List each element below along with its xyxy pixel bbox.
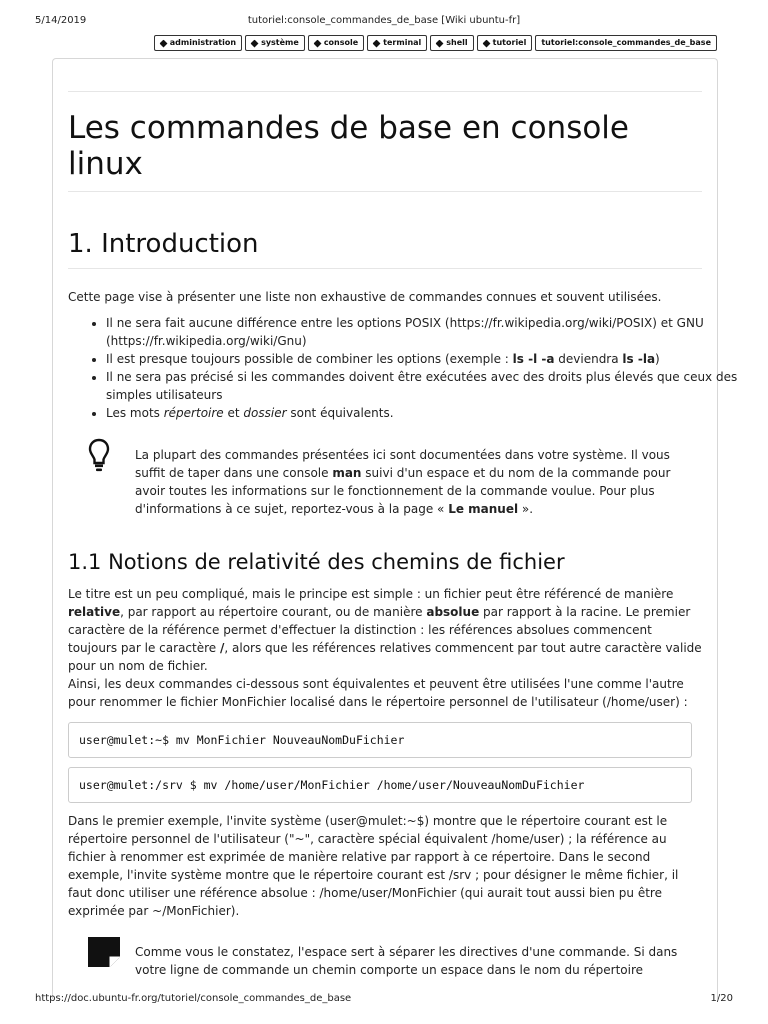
tag-console[interactable]: console	[308, 35, 364, 51]
tag-icon	[251, 39, 259, 47]
relativity-paragraph: Le titre est un peu compliqué, mais le principe est simple : un fichier peut être référencé de manière relative, par rapport au répertoire courant, ou de manière absolue par rapport à la racine. Le premier caractère de la référence permet d'effectuer la distinction : les références absolues commencent toujours par le caractère /, alors que les références relatives commencent par tout autre caractère valide pour un nom de fichier. Ainsi, les deux commandes ci-dessous sont équivalentes et peuvent être utilisées l'une comme l'autre pour renommer le fichier MonFichier localisé dans le répertoire personnel de l'utilisateur (/home/user) :	[68, 587, 702, 709]
divider	[68, 268, 702, 269]
tag-list	[154, 35, 717, 51]
tag-tutoriel[interactable]: tutoriel	[477, 35, 533, 51]
tag-systeme[interactable]: système	[245, 35, 305, 51]
list-item: • Il ne sera fait aucune différence entre les options POSIX (https://fr.wikipedia.org/wiki/POSIX) et GNU (https://fr.wikipedia.org/wiki/Gnu)	[106, 314, 740, 350]
code-block-absolute: user@mulet:/srv $ mv /home/user/MonFichier /home/user/NouveauNomDuFichier	[68, 767, 692, 803]
tag-icon	[159, 39, 167, 47]
list-item: • Les mots répertoire et dossier sont équivalents.	[106, 404, 740, 422]
page-title: Les commandes de base en console linux	[68, 110, 629, 182]
page-number: 1/20	[710, 993, 733, 1004]
tag-icon	[436, 39, 444, 47]
explanation-paragraph: Dans le premier exemple, l'invite système (user@mulet:~$) montre que le répertoire courant est le répertoire personnel de l'utilisateur ("~", caractère spécial équivalent /home/user) ; la référence au fichier à renommer est exprimée de manière relative par rapport à ce répertoire. Dans le second exemple, l'invite système montre que le répertoire courant est /srv ; pour désigner le même fichier, il faut donc utiliser une référence absolue : /home/user/MonFichier (qui aurait tout aussi bien pu être exprimée par ~/MonFichier).	[68, 814, 679, 918]
tag-administration[interactable]: administration	[154, 35, 242, 51]
tag-page-id[interactable]: tutoriel:console_commandes_de_base	[535, 35, 717, 51]
section-heading-introduction: 1. Introduction	[68, 229, 259, 259]
divider	[68, 91, 702, 92]
print-title: tutoriel:console_commandes_de_base [Wiki ubuntu-fr]	[247, 15, 521, 26]
tag-terminal[interactable]: terminal	[367, 35, 427, 51]
tag-icon	[482, 39, 490, 47]
print-date: 5/14/2019	[35, 15, 87, 26]
tag-icon	[373, 39, 381, 47]
divider	[68, 191, 702, 192]
info-note-text: Comme vous le constatez, l'espace sert à séparer les directives d'une commande. Si dans votre ligne de commande un chemin comporte un espace dans le nom du répertoire	[135, 945, 678, 977]
tag-shell[interactable]: shell	[430, 35, 473, 51]
page-url: https://doc.ubuntu-fr.org/tutoriel/console_commandes_de_base	[35, 993, 352, 1004]
intro-bullet-list	[68, 314, 740, 422]
intro-paragraph: Cette page vise à présenter une liste non exhaustive de commandes connues et souvent utilisées.	[68, 290, 662, 304]
tag-icon	[313, 39, 321, 47]
section-heading-relativity: 1.1 Notions de relativité des chemins de fichier	[68, 550, 565, 574]
lightbulb-icon	[88, 438, 110, 474]
list-item: • Il ne sera pas précisé si les commandes doivent être exécutées avec des droits plus élevés que ceux des simples utilisateurs	[106, 368, 740, 404]
tip-note-text: La plupart des commandes présentées ici sont documentées dans votre système. Il vous suffit de taper dans une console man suivi d'un espace et du nom de la commande pour avoir toutes les informations sur le fonctionnement de la commande voulue. Pour plus d'informations à ce sujet, reportez-vous à la page « Le manuel ».	[135, 448, 671, 516]
list-item: • Il est presque toujours possible de combiner les options (exemple : ls -l -a deviendra ls -la)	[106, 350, 740, 368]
manual-link[interactable]: Le manuel	[448, 502, 519, 516]
note-icon	[86, 935, 122, 969]
code-block-relative: user@mulet:~$ mv MonFichier NouveauNomDuFichier	[68, 722, 692, 758]
